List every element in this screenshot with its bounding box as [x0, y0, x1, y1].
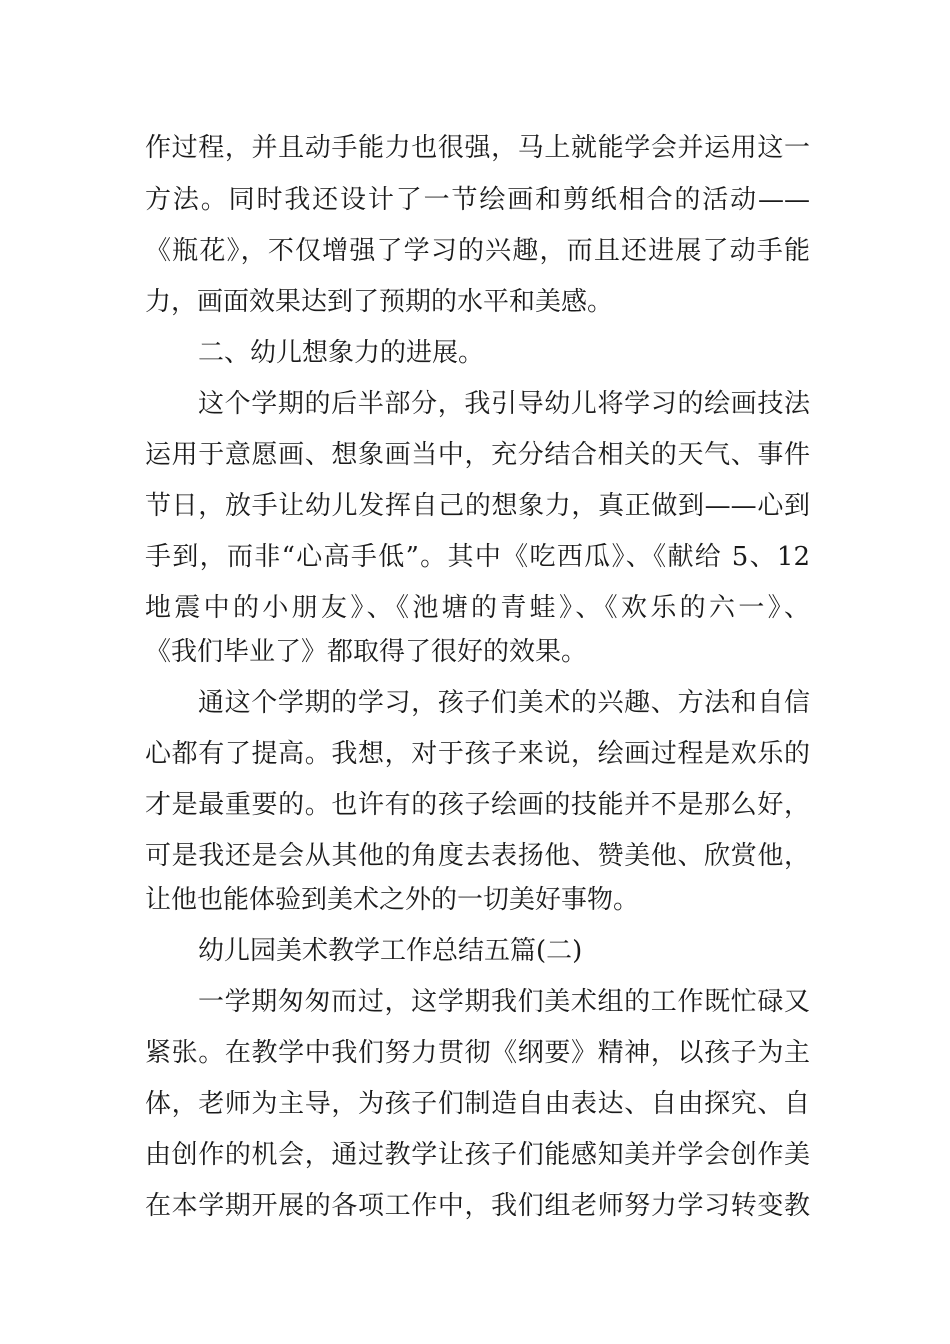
text-line: 手到，而非“心高手低”。其中《吃西瓜》、《献给 5、12	[145, 542, 810, 572]
text-line: 节日，放手让幼儿发挥自己的想象力，真正做到——心到	[145, 491, 810, 521]
text-line: 在本学期开展的各项工作中，我们组老师努力学习转变教	[145, 1191, 810, 1221]
text-line: 体，老师为主导，为孩子们制造自由表达、自由探究、自	[145, 1089, 810, 1119]
text-line: 力，画面效果达到了预期的水平和美感。	[145, 287, 614, 317]
text-line: 这个学期的后半部分，我引导幼儿将学习的绘画技法	[198, 389, 810, 419]
text-line: 才是最重要的。也许有的孩子绘画的技能并不是那么好，	[145, 790, 810, 820]
text-line: 《瓶花》，不仅增强了学习的兴趣，而且还进展了动手能	[145, 236, 810, 266]
text-line: 《我们毕业了》都取得了很好的效果。	[145, 637, 588, 667]
text-line: 通这个学期的学习，孩子们美术的兴趣、方法和自信	[198, 688, 810, 718]
section-title: 幼儿园美术教学工作总结五篇(二)	[198, 936, 583, 966]
text-line: 运用于意愿画、想象画当中，充分结合相关的天气、事件	[145, 440, 810, 470]
text-line: 方法。同时我还设计了一节绘画和剪纸相合的活动——	[145, 185, 810, 215]
text-line: 作过程，并且动手能力也很强，马上就能学会并运用这一	[145, 133, 810, 163]
section-heading: 二、幼儿想象力的进展。	[198, 338, 485, 368]
text-line: 由创作的机会，通过教学让孩子们能感知美并学会创作美	[145, 1140, 810, 1170]
text-line: 让他也能体验到美术之外的一切美好事物。	[145, 885, 640, 915]
text-line: 一学期匆匆而过，这学期我们美术组的工作既忙碌又	[198, 987, 810, 1017]
text-line: 紧张。在教学中我们努力贯彻《纲要》精神，以孩子为主	[145, 1038, 810, 1068]
text-line: 地震中的小朋友》、《池塘的青蛙》、《欢乐的六一》、	[145, 593, 810, 623]
text-line: 心都有了提高。我想，对于孩子来说，绘画过程是欢乐的	[145, 739, 810, 769]
text-line: 可是我还是会从其他的角度去表扬他、赞美他、欣赏他，	[145, 841, 810, 871]
